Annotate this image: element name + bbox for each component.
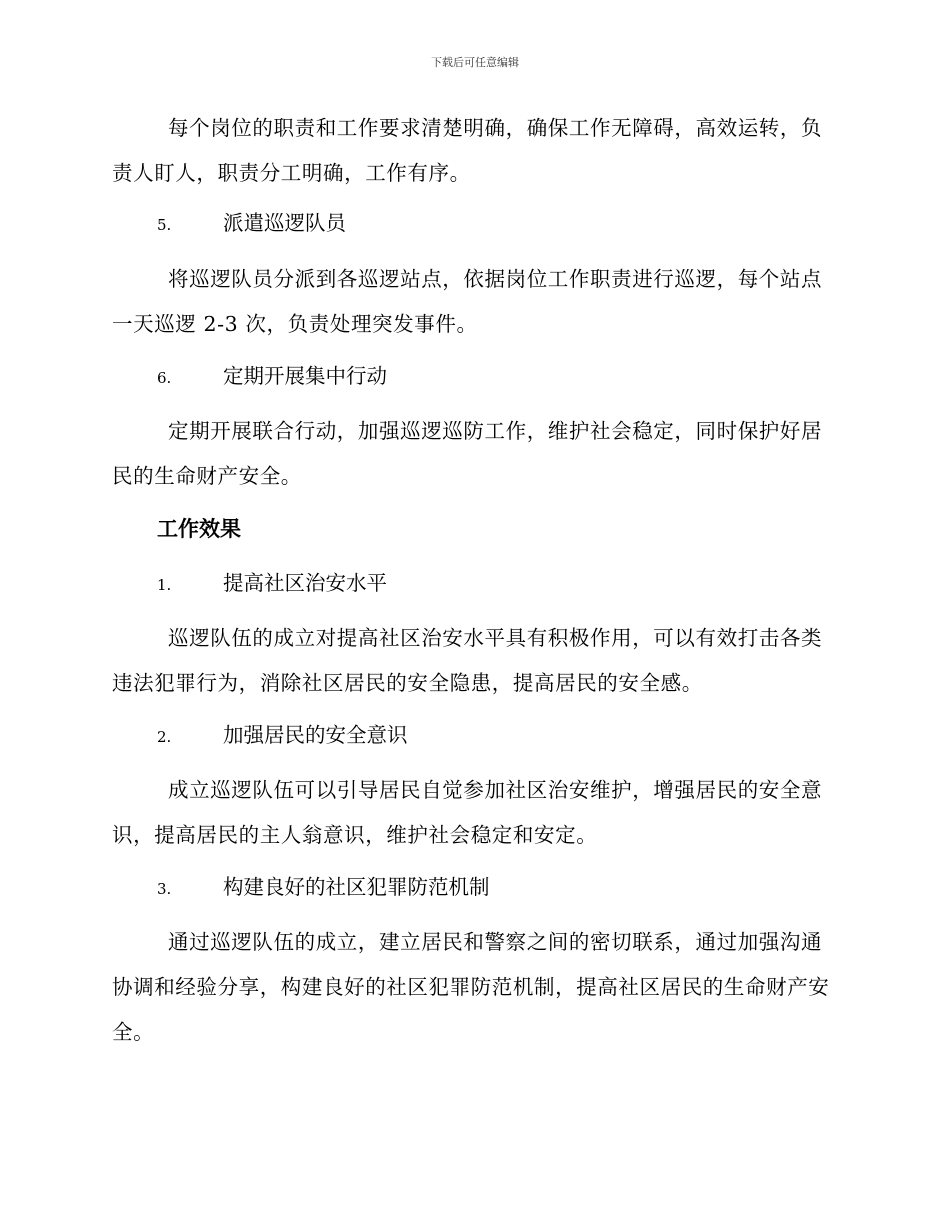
effect-item-2 [157, 720, 408, 752]
list-item-text: 加强居民的安全意识 [223, 723, 408, 747]
paragraph-duties: 每个岗位的职责和工作要求清楚明确，确保工作无障碍，高效运转，负责人盯人，职责分工明确，工作有序。 [112, 116, 823, 185]
list-item-text: 定期开展集中行动 [223, 364, 387, 388]
paragraph-dispatch: 将巡逻队员分派到各巡逻站点，依据岗位工作职责进行巡逻，每个站点一天巡逻 2-3 次，负责处理突发事件。 [112, 267, 823, 336]
effect-item-1 [157, 568, 387, 600]
list-item-text: 构建良好的社区犯罪防范机制 [223, 875, 490, 899]
effect-item-3 [157, 872, 490, 904]
list-number: 5. [157, 216, 172, 234]
list-item-text: 提高社区治安水平 [223, 571, 387, 595]
list-item-5 [157, 208, 346, 240]
paragraph-awareness: 成立巡逻队伍可以引导居民自觉参加社区治安维护，增强居民的安全意识，提高居民的主人翁意识，维护社会稳定和安定。 [112, 778, 823, 847]
paragraph-joint-action: 定期开展联合行动，加强巡逻巡防工作，维护社会稳定，同时保护好居民的生命财产安全。 [112, 419, 823, 488]
paragraph-prevention: 通过巡逻队伍的成立，建立居民和警察之间的密切联系，通过加强沟通协调和经验分享，构建良好的社区犯罪防范机制，提高社区居民的生命财产安全。 [112, 930, 830, 1044]
section-title: 工作效果 [157, 517, 241, 541]
list-number: 1. [157, 576, 172, 594]
list-number: 6. [157, 369, 172, 387]
list-item-6 [157, 361, 387, 393]
page-header: 下载后可任意编辑 [431, 56, 519, 69]
list-item-text: 派遣巡逻队员 [223, 211, 346, 235]
list-number: 3. [157, 880, 172, 898]
list-number: 2. [157, 728, 172, 746]
paragraph-security-level: 巡逻队伍的成立对提高社区治安水平具有积极作用，可以有效打击各类违法犯罪行为，消除社区居民的安全隐患，提高居民的安全感。 [112, 626, 823, 695]
